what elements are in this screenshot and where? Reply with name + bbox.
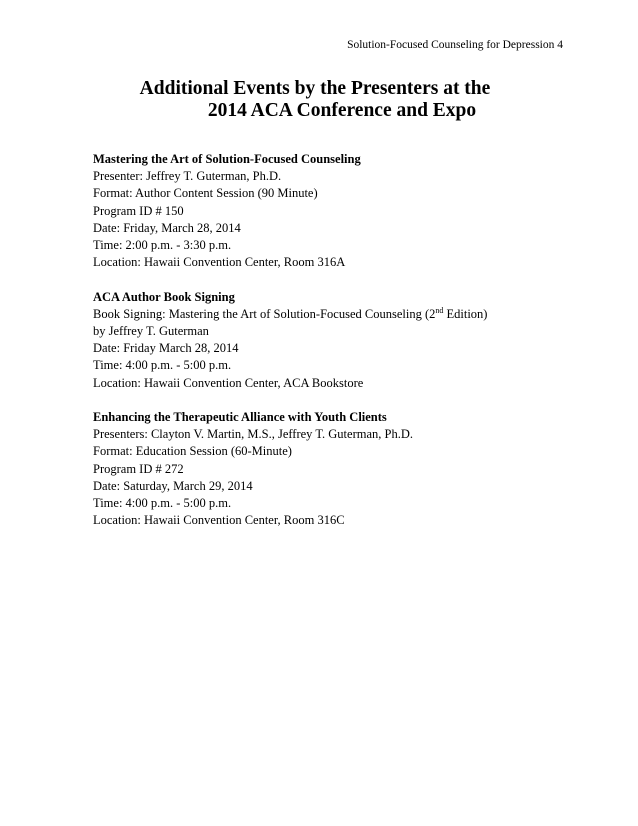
event-title: ACA Author Book Signing [93,289,235,304]
event-presenter: Presenter: Jeffrey T. Guterman, Ph.D. [93,169,282,184]
event-time: Time: 2:00 p.m. - 3:30 p.m. [93,238,232,253]
event-book-signing-line [93,306,598,323]
event-format: Format: Author Content Session (90 Minute) [93,186,318,201]
event-program-id: Program ID # 272 [93,461,184,476]
event-book-signing [93,289,598,392]
title-line-1: Additional Events by the Presenters at the [139,78,491,99]
event-location: Location: Hawaii Convention Center, Room 316C [93,513,345,528]
event-title: Enhancing the Therapeutic Alliance with Youth Clients [93,410,387,425]
event-date: Date: Friday, March 28, 2014 [93,220,241,235]
event-program-id: Program ID # 150 [93,203,184,218]
event-mastering-art [93,151,598,271]
event-time: Time: 4:00 p.m. - 5:00 p.m. [93,358,232,373]
event-time: Time: 4:00 p.m. - 5:00 p.m. [93,496,232,511]
page-title [0,78,638,122]
event-format: Format: Education Session (60-Minute) [93,444,292,459]
book-signing-edition: Edition) [443,306,488,321]
events-list [93,151,598,547]
edition-ordinal: nd [435,305,444,315]
title-line-2: 2014 ACA Conference and Expo [207,100,477,121]
event-date: Date: Friday March 28, 2014 [93,341,239,356]
running-head: Solution-Focused Counseling for Depression 4 [347,39,563,51]
event-location: Location: Hawaii Convention Center, ACA Bookstore [93,375,364,390]
event-therapeutic-alliance [93,409,598,529]
event-date: Date: Saturday, March 29, 2014 [93,478,253,493]
event-presenters: Presenters: Clayton V. Martin, M.S., Jeffrey T. Guterman, Ph.D. [93,427,413,442]
event-title: Mastering the Art of Solution-Focused Counseling [93,152,361,166]
event-author-byline: by Jeffrey T. Guterman [93,324,209,339]
book-signing-text: Book Signing: Mastering the Art of Solution-Focused Counseling (2 [93,306,436,321]
event-location: Location: Hawaii Convention Center, Room 316A [93,255,346,270]
